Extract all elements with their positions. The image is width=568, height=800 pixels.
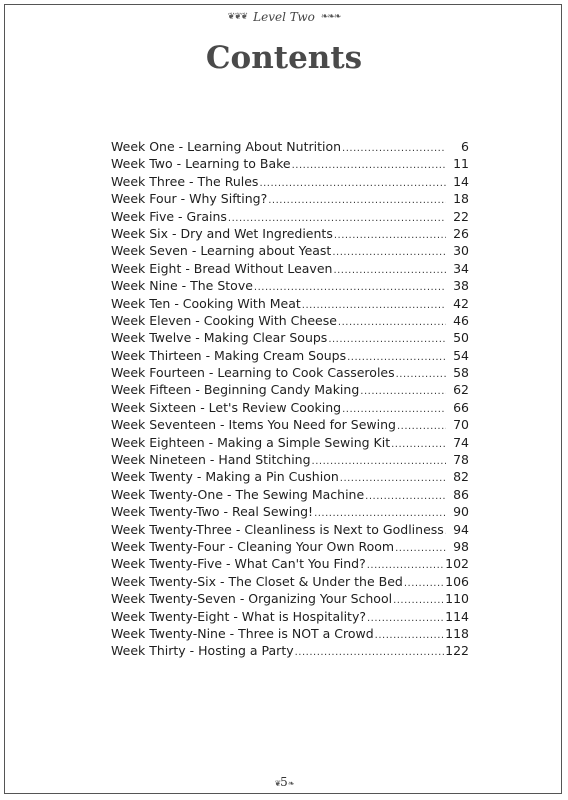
toc-entry-title: Week Seven - Learning about Yeast: [111, 243, 332, 259]
toc-dot-leader: [404, 575, 444, 592]
toc-entry: [111, 434, 469, 451]
toc-entry-page: 82: [453, 469, 469, 485]
toc-entry: [111, 642, 469, 659]
toc-entry-title: Week Twenty-Five - What Can't You Find?: [111, 556, 366, 572]
toc-entry-title: Week Twenty-Seven - Organizing Your School: [111, 591, 393, 607]
level-label: Level Two: [253, 10, 315, 24]
toc-entry-page: 58: [453, 365, 469, 381]
toc-entry-title: Week Fifteen - Beginning Candy Making: [111, 382, 360, 398]
toc-entry: [111, 364, 469, 381]
toc-entry: [111, 155, 469, 172]
toc-entry-page: 90: [453, 504, 469, 520]
toc-entry-title: Week Sixteen - Let's Review Cooking: [111, 399, 342, 415]
toc-entry-title: Week One - Learning About Nutrition: [111, 139, 342, 154]
toc-entry-title: Week Ten - Cooking With Meat: [111, 295, 301, 311]
toc-entry: [111, 503, 469, 520]
toc-entry: [111, 381, 469, 398]
page-title: Contents: [205, 40, 363, 76]
toc-dot-leader: [333, 262, 446, 279]
toc-dot-leader: [397, 418, 446, 435]
toc-entry-title: Week Nine - The Stove: [111, 278, 253, 294]
toc-entry-page: 6: [461, 139, 469, 154]
toc-dot-leader: [445, 523, 446, 540]
toc-entry-title: Week Seventeen - Items You Need for Sewing: [111, 417, 396, 433]
toc-entry: [111, 468, 469, 485]
toc-entry-page: 66: [453, 399, 469, 415]
toc-entry: [111, 590, 469, 607]
toc-entry: [111, 399, 469, 416]
toc-entry: [111, 225, 469, 242]
toc-entry-title: Week Twenty-Four - Cleaning Your Own Room: [111, 538, 395, 554]
toc-entry: [111, 347, 469, 364]
toc-entry: [111, 625, 469, 642]
toc-dot-leader: [396, 366, 446, 383]
toc-dot-leader: [292, 157, 446, 174]
toc-entry: [111, 208, 469, 225]
toc-entry: [111, 521, 469, 538]
toc-dot-leader: [295, 644, 445, 661]
toc-entry: [111, 608, 469, 625]
toc-entry: [111, 486, 469, 503]
toc-entry-page: 18: [453, 191, 469, 207]
toc-entry-title: Week Twenty-Two - Real Sewing!: [111, 504, 314, 520]
toc-dot-leader: [338, 314, 446, 331]
toc-dot-leader: [393, 592, 444, 609]
toc-entry-page: 46: [453, 312, 469, 328]
toc-entry: [111, 555, 469, 572]
toc-entry-page: 26: [453, 225, 469, 241]
toc-entry: [111, 573, 469, 590]
toc-entry-page: 122: [445, 643, 469, 659]
toc-entry-page: 114: [445, 608, 469, 624]
toc-entry: [111, 138, 469, 155]
toc-entry: [111, 295, 469, 312]
toc-entry-title: Week Thirty - Hosting a Party: [111, 643, 294, 659]
toc-entry-page: 38: [453, 278, 469, 294]
toc-entry-title: Week Five - Grains: [111, 208, 227, 224]
toc-dot-leader: [375, 627, 444, 644]
toc-entry: [111, 190, 469, 207]
toc-dot-leader: [342, 140, 446, 157]
toc-entry-page: 14: [453, 173, 469, 189]
toc-entry: [111, 312, 469, 329]
toc-entry: [111, 173, 469, 190]
toc-entry-title: Week Twenty - Making a Pin Cushion: [111, 469, 339, 485]
toc-entry-title: Week Twelve - Making Clear Soups: [111, 330, 328, 346]
toc-entry-title: Week Four - Why Sifting?: [111, 191, 268, 207]
toc-dot-leader: [367, 610, 444, 627]
toc-dot-leader: [332, 244, 446, 261]
toc-entry-title: Week Fourteen - Learning to Cook Casseroles: [111, 365, 395, 381]
toc-entry-title: Week Nineteen - Hand Stitching: [111, 452, 311, 468]
table-of-contents: [111, 138, 469, 660]
toc-entry: [111, 416, 469, 433]
toc-entry-page: 74: [453, 434, 469, 450]
page-number: 5: [280, 775, 288, 789]
ornament-left-icon: ❦❦❦: [227, 12, 248, 22]
toc-entry-title: Week Twenty-Nine - Three is NOT a Crowd: [111, 625, 374, 641]
footer-ornament-right-icon: ❧: [287, 779, 294, 788]
toc-entry-page: 70: [453, 417, 469, 433]
toc-dot-leader: [395, 540, 446, 557]
toc-entry: [111, 329, 469, 346]
toc-entry-title: Week Twenty-Eight - What is Hospitality?: [111, 608, 366, 624]
footer-ornament-left-icon: ❦: [274, 779, 281, 788]
ornament-right-icon: ❧❧❧: [320, 12, 341, 22]
toc-entry-title: Week Six - Dry and Wet Ingredients: [111, 225, 333, 241]
toc-entry-title: Week Twenty-Three - Cleanliness is Next to Godliness: [111, 521, 444, 537]
toc-dot-leader: [268, 192, 446, 209]
toc-dot-leader: [365, 488, 446, 505]
toc-entry-title: Week Eighteen - Making a Simple Sewing Kit: [111, 434, 391, 450]
running-header: [0, 10, 568, 24]
toc-entry-page: 106: [445, 573, 469, 589]
toc-entry-title: Week Eleven - Cooking With Cheese: [111, 312, 337, 328]
toc-entry-title: Week Twenty-Six - The Closet & Under the Bed: [111, 573, 403, 589]
toc-entry-page: 102: [445, 556, 469, 572]
toc-entry-page: 54: [453, 347, 469, 363]
toc-entry-page: 78: [453, 452, 469, 468]
toc-entry: [111, 538, 469, 555]
toc-entry-page: 11: [453, 156, 469, 172]
toc-entry-page: 62: [453, 382, 469, 398]
toc-entry-page: 118: [445, 625, 469, 641]
toc-entry-page: 98: [453, 538, 469, 554]
toc-entry-page: 34: [453, 260, 469, 276]
toc-entry-title: Week Three - The Rules: [111, 173, 259, 189]
toc-entry-page: 22: [453, 208, 469, 224]
toc-dot-leader: [391, 436, 446, 453]
toc-dot-leader: [360, 383, 446, 400]
toc-entry: [111, 277, 469, 294]
toc-entry-page: 86: [453, 486, 469, 502]
toc-entry-page: 30: [453, 243, 469, 259]
toc-entry-page: 110: [445, 591, 469, 607]
toc-entry-page: 50: [453, 330, 469, 346]
toc-entry-title: Week Thirteen - Making Cream Soups: [111, 347, 347, 363]
toc-entry: [111, 242, 469, 259]
toc-entry-title: Week Twenty-One - The Sewing Machine: [111, 486, 365, 502]
toc-entry-page: 94: [453, 521, 469, 537]
toc-entry: [111, 451, 469, 468]
toc-entry-title: Week Two - Learning to Bake: [111, 156, 291, 172]
toc-entry-title: Week Eight - Bread Without Leaven: [111, 260, 333, 276]
toc-entry-page: 42: [453, 295, 469, 311]
toc-dot-leader: [259, 175, 446, 192]
page-footer: [0, 775, 568, 789]
toc-entry: [111, 260, 469, 277]
toc-dot-leader: [334, 227, 446, 244]
